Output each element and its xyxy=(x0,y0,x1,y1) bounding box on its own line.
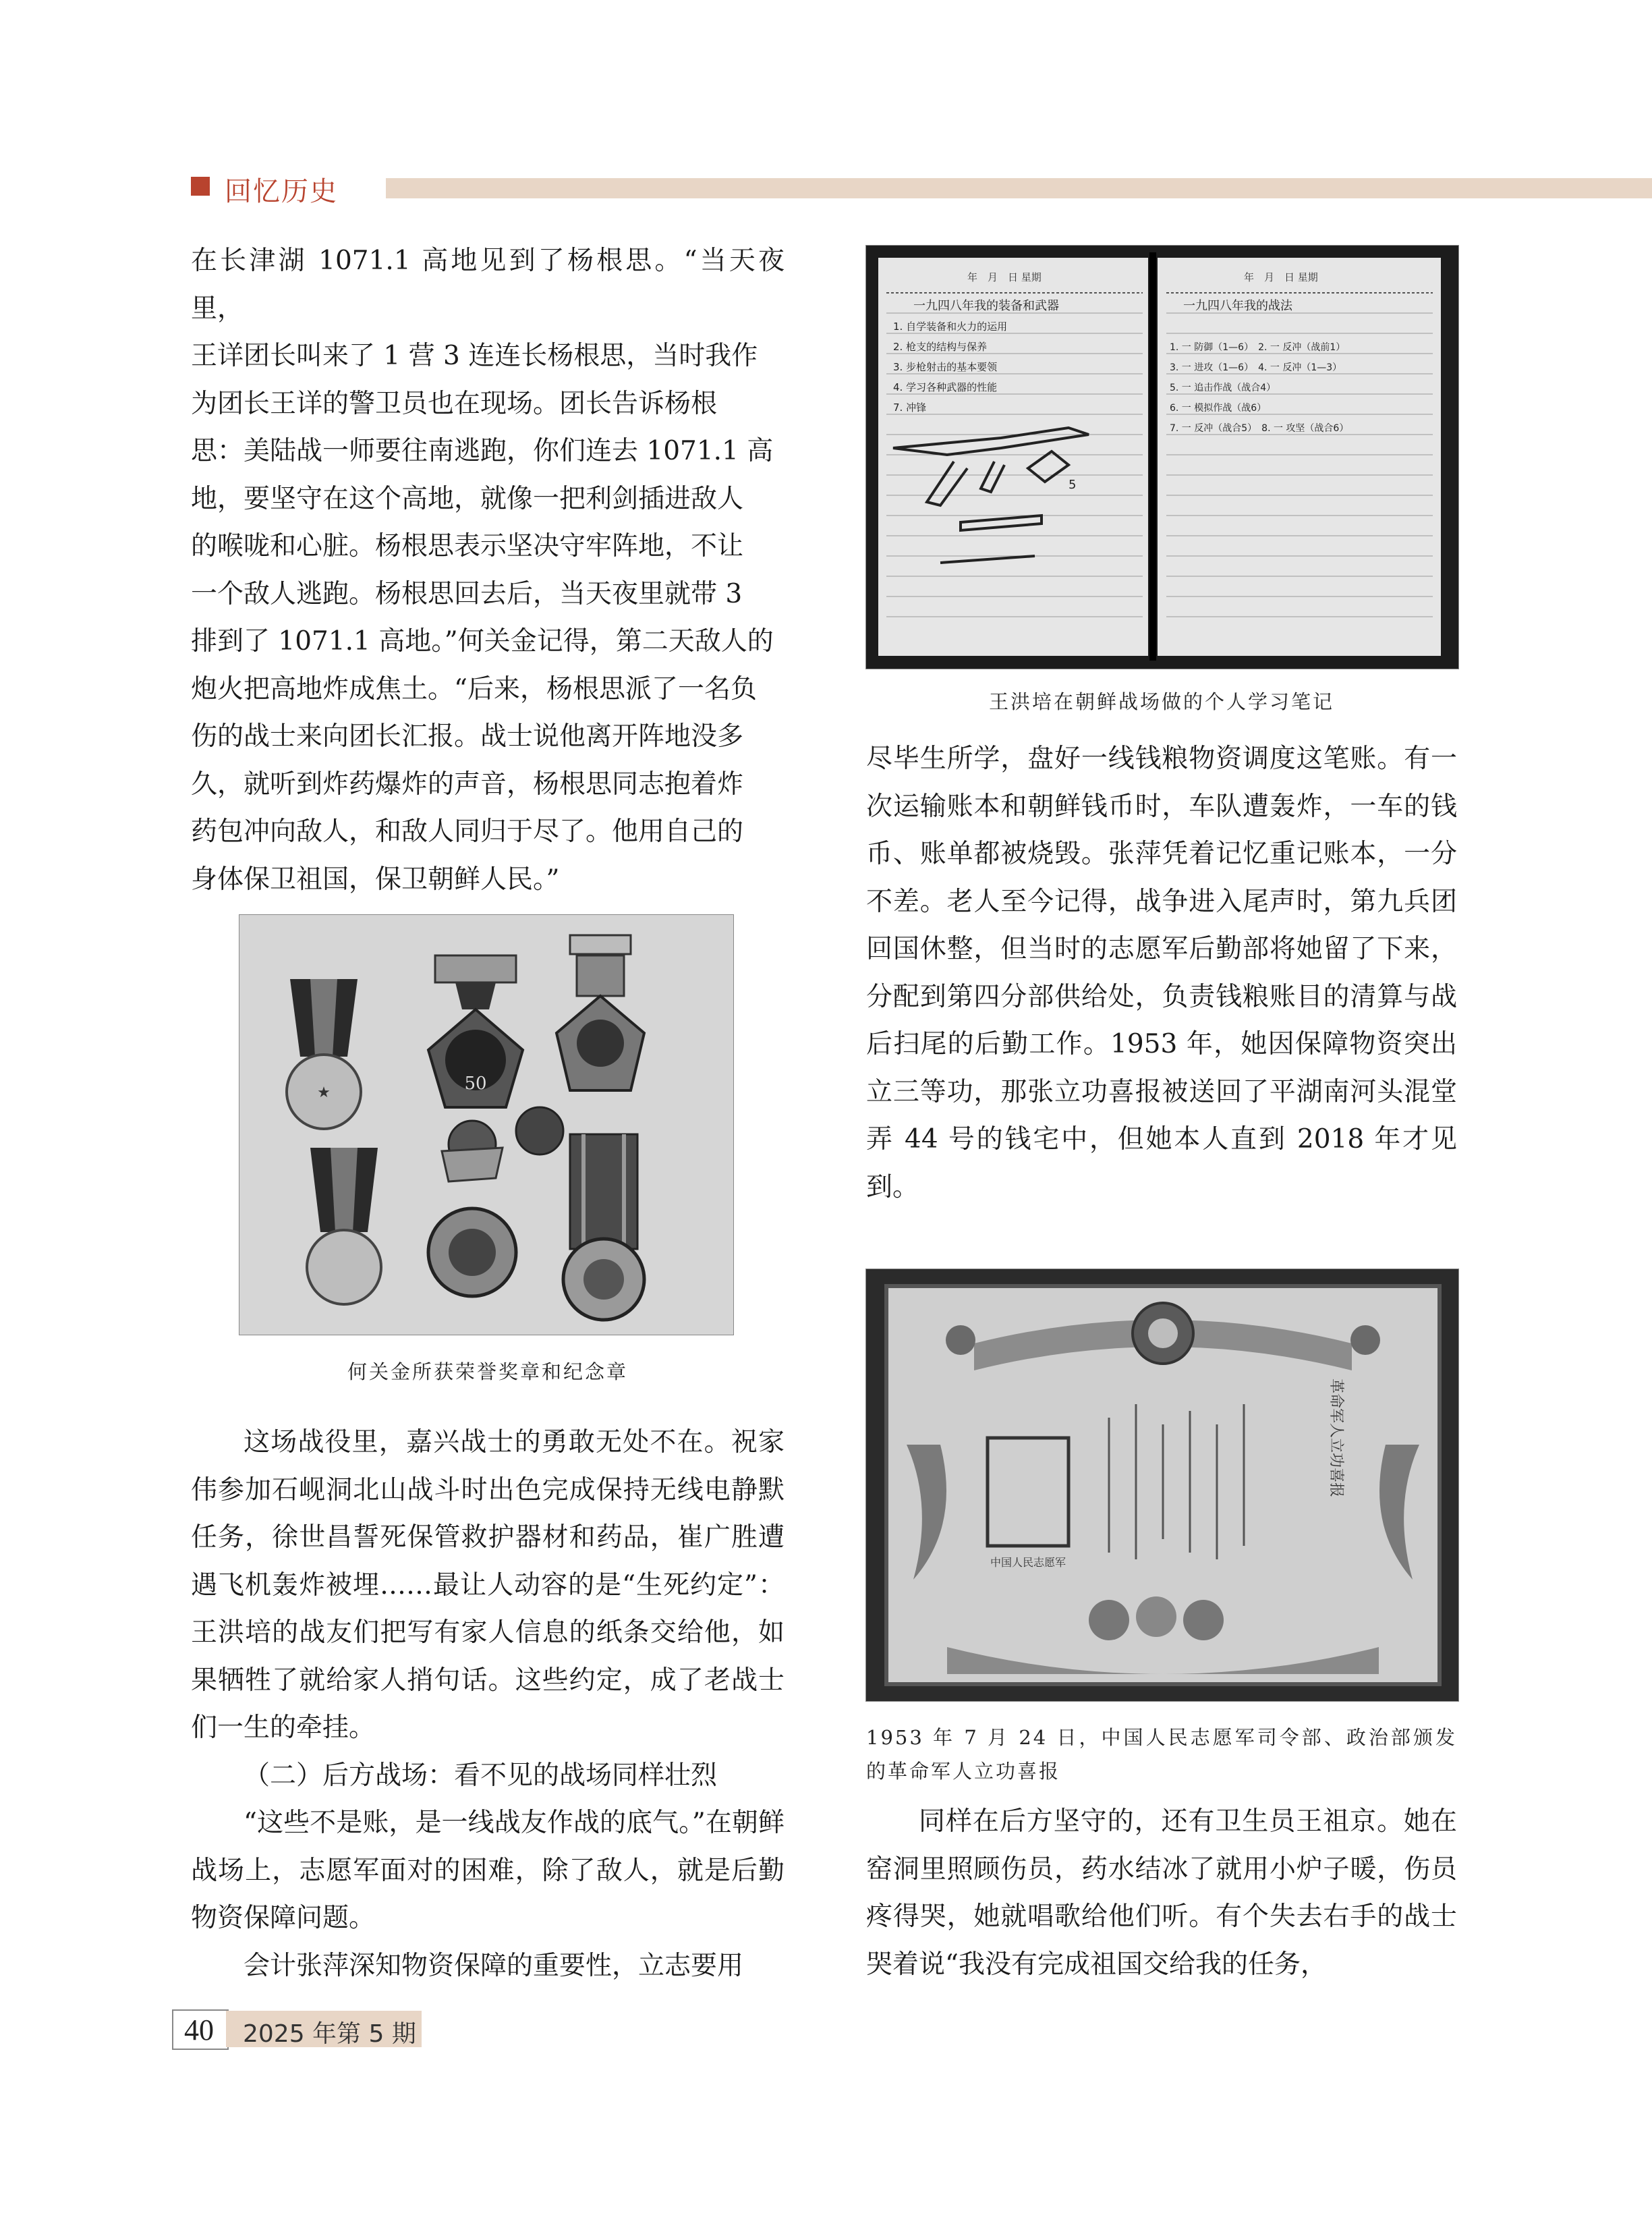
line: 在长津湖 1071.1 高地见到了杨根思。“当天夜里， xyxy=(191,246,785,324)
notebook-line-left: 2. 枪支的结构与保养 xyxy=(893,341,988,353)
line: 身体保卫祖国，保卫朝鲜人民。” xyxy=(191,864,560,895)
medals-caption: 何关金所获荣誉奖章和纪念章 xyxy=(347,1360,628,1383)
line: 炮火把高地炸成焦土。“后来，杨根思派了一名负 xyxy=(191,673,757,704)
subheading: （二）后方战场：看不见的战场同样壮烈 xyxy=(244,1760,718,1791)
section-title: 回忆历史 xyxy=(225,176,338,207)
notebook-title-right: 一九四八年我的战法 xyxy=(1183,299,1292,313)
line: 思：美陆战一师要往南逃跑，你们连去 1071.1 高 xyxy=(191,436,774,466)
line: 药包冲向敌人，和敌人同归于尽了。他用自己的 xyxy=(191,816,744,847)
line: 排到了 1071.1 高地。”何关金记得，第二天敌人的 xyxy=(191,626,774,657)
paragraph-battle: 这场战役里，嘉兴战士的勇敢无处不在。祝家伟参加石岘洞北山战斗时出色完成保持无线电静默任务，徐世昌誓死保管救护器材和药品，崔广胜遭遇飞机轰炸被埋……最让人动容的是“生死约定”：王洪培的战友们把写有家人信息的纸条交给他，如果牺牲了就给家人捎句话。这些约定，成了老战士们一生的牵挂。 xyxy=(191,1427,785,1743)
notebook-line-right: 3. 一 进攻（1—6） 4. 一 反冲（1—3） xyxy=(1170,362,1342,373)
line: 的喉咙和心脏。杨根思表示坚决守牢阵地，不让 xyxy=(191,531,744,561)
notebook-title-left: 一九四八年我的装备和武器 xyxy=(913,299,1059,313)
paragraph-wangzujing: 同样在后方坚守的，还有卫生员王祖京。她在窑洞里照顾伤员，药水结冰了就用小炉子暖，伤员疼得哭，她就唱歌给他们听。有个失去右手的战士哭着说“我没有完成祖国交给我的任务， xyxy=(866,1806,1457,1980)
medals-photo xyxy=(239,914,734,1335)
medal-number: 50 xyxy=(464,1074,487,1094)
notebook-line-right: 6. 一 模拟作战（战6） xyxy=(1170,403,1267,414)
section-marker xyxy=(191,177,210,196)
notebook-line-right: 1. 一 防御（1—6） 2. 一 反冲（战前1） xyxy=(1170,342,1346,353)
paragraph-quote: “这些不是账，是一线战友作战的底气。”在朝鲜战场上，志愿军面对的困难，除了敌人，就是后勤物资保障问题。 xyxy=(191,1808,785,1933)
certificate-photo xyxy=(865,1269,1459,1702)
notebook-line-right: 5. 一 追击作战（战合4） xyxy=(1170,383,1276,393)
notebook-illustration xyxy=(866,246,1458,669)
left-lower-text xyxy=(191,1419,785,1990)
svg-text:★: ★ xyxy=(317,1084,331,1101)
notebook-header-left: 年 月 日 星期 xyxy=(967,271,1042,283)
notebook-line-left: 1. 自学装备和火力的运用 xyxy=(893,321,1008,333)
certificate-seal: 中国人民志愿军 xyxy=(990,1556,1066,1569)
paragraph-zhangping-start: 会计张萍深知物资保障的重要性，立志要用 xyxy=(244,1950,744,1981)
notebook-drawing-label: 5 xyxy=(1069,478,1077,492)
issue-label: 2025 年第 5 期 xyxy=(243,2020,416,2048)
left-top-paragraph xyxy=(191,238,785,903)
line: 一个敌人逃跑。杨根思回去后，当天夜里就带 3 xyxy=(191,578,743,609)
notebook-caption: 王洪培在朝鲜战场做的个人学习笔记 xyxy=(988,690,1334,713)
medals-illustration xyxy=(239,915,733,1335)
certificate-vertical-title: 革命军人立功喜报 xyxy=(1328,1378,1344,1498)
header-bar xyxy=(386,178,1652,198)
line: 为团长王详的警卫员也在现场。团长告诉杨根 xyxy=(191,388,718,419)
right-lower-text xyxy=(866,1798,1457,1988)
line: 王详团长叫来了 1 营 3 连连长杨根思，当时我作 xyxy=(191,341,758,371)
right-upper-text xyxy=(866,735,1457,1211)
notebook-line-left: 4. 学习各种武器的性能 xyxy=(893,381,998,393)
notebook-line-right: 7. 一 反冲（战合5） 8. 一 攻坚（战合6） xyxy=(1170,423,1349,434)
line: 地，要坚守在这个高地，就像一把利剑插进敌人 xyxy=(191,483,744,514)
certificate-illustration xyxy=(866,1269,1458,1701)
line: 伤的战士来向团长汇报。战士说他离开阵地没多 xyxy=(191,721,744,752)
line: 久，就听到炸药爆炸的声音，杨根思同志抱着炸 xyxy=(191,769,744,800)
page-number: 40 xyxy=(184,2013,214,2047)
notebook-photo xyxy=(865,245,1459,669)
notebook-line-left: 7. 冲锋 xyxy=(893,401,927,414)
certificate-caption: 1953 年 7 月 24 日，中国人民志愿军司令部、政治部颁发的革命军人立功喜报 xyxy=(866,1726,1457,1783)
notebook-line-left: 3. 步枪射击的基本要领 xyxy=(893,361,998,373)
paragraph-zhangping-cont: 尽毕生所学，盘好一线钱粮物资调度这笔账。有一次运输账本和朝鲜钱币时，车队遭轰炸，一车的钱币、账单都被烧毁。张萍凭着记忆重记账本，一分不差。老人至今记得，战争进入尾声时，第九兵团回国休整，但当时的志愿军后勤部将她留了下来，分配到第四分部供给处，负责钱粮账目的清算与战后扫尾的后勤工作。1953 年，她因保障物资突出立三等功，那张立功喜报被送回了平湖南河头混堂弄 44 号的钱宅中，但她本人直到 2018 年才见到。 xyxy=(866,744,1457,1202)
notebook-header-right: 年 月 日 星期 xyxy=(1244,271,1318,283)
